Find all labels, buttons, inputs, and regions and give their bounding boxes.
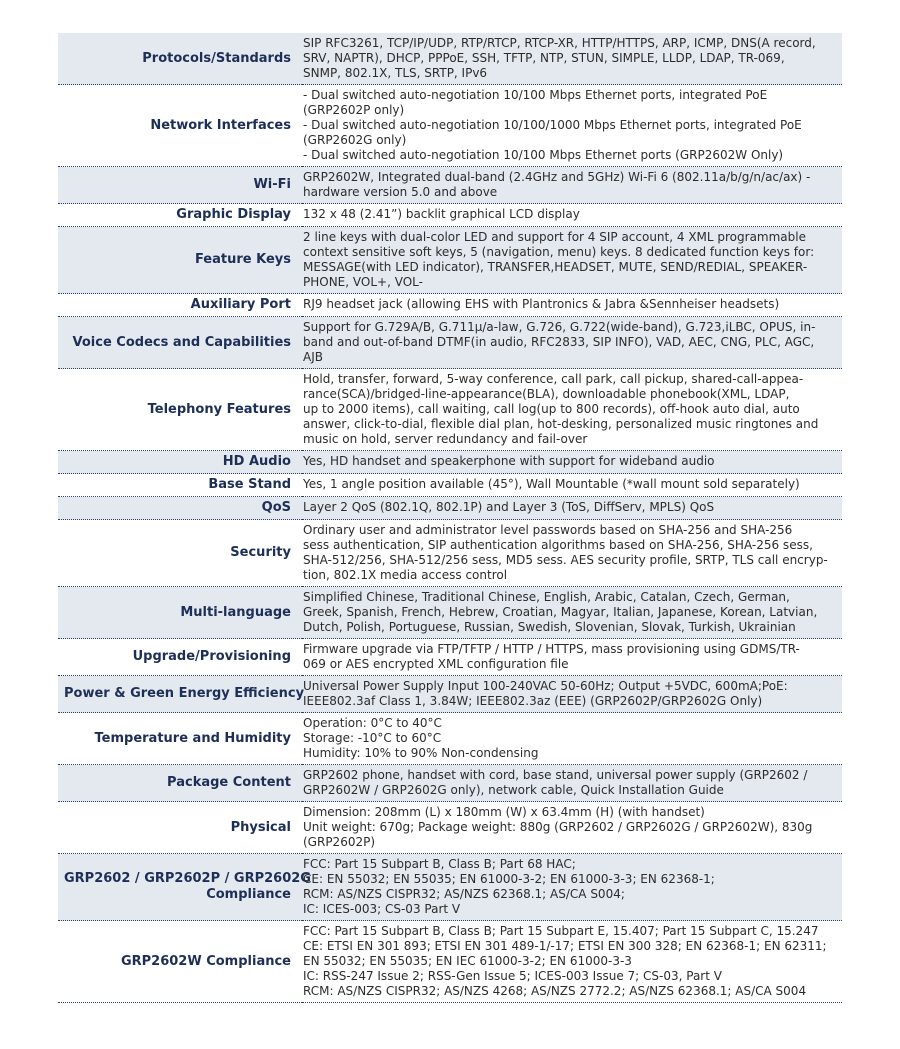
spec-value-line: Dutch, Polish, Portuguese, Russian, Swedish, Slovenian, Slovak, Turkish, Ukrainian bbox=[303, 620, 796, 634]
spec-value-line: rance(SCA)/bridged-line-appearance(BLA), downloadable phonebook(XML, LDAP, bbox=[303, 387, 790, 401]
spec-value-line: music on hold, server redundancy and fail-over bbox=[303, 432, 588, 446]
spec-value-line: - Dual switched auto-negotiation 10/100/1000 Mbps Ethernet ports, integrated PoE bbox=[303, 118, 802, 132]
spec-row-security bbox=[58, 520, 842, 587]
spec-label-line: Auxiliary Port bbox=[190, 297, 291, 312]
spec-row-telephony-features bbox=[58, 369, 842, 451]
spec-value-line: MESSAGE(with LED indicator), TRANSFER,HEADSET, MUTE, SEND/REDIAL, SPEAKER- bbox=[303, 260, 808, 274]
spec-value-line: Unit weight: 670g; Package weight: 880g (GRP2602 / GRP2602G / GRP2602W), 830g bbox=[303, 820, 813, 834]
spec-label bbox=[58, 802, 302, 854]
spec-value bbox=[302, 451, 842, 474]
spec-value-line: (GRP2602P) bbox=[303, 835, 376, 849]
spec-value-line: - Dual switched auto-negotiation 10/100 Mbps Ethernet ports (GRP2602W Only) bbox=[303, 148, 784, 162]
spec-value-line: 2 line keys with dual-color LED and support for 4 SIP account, 4 XML programmable bbox=[303, 230, 806, 244]
spec-value bbox=[302, 227, 842, 294]
spec-value bbox=[302, 587, 842, 639]
spec-label bbox=[58, 639, 302, 676]
spec-value-line: (GRP2602P only) bbox=[303, 103, 405, 117]
spec-value-line: Simplified Chinese, Traditional Chinese, English, Arabic, Catalan, Czech, German, bbox=[303, 590, 790, 604]
spec-row-feature-keys bbox=[58, 227, 842, 294]
spec-label-line: HD Audio bbox=[222, 454, 291, 469]
spec-value-line: IC: RSS-247 Issue 2; RSS-Gen Issue 5; ICES-003 Issue 7; CS-03, Part V bbox=[303, 969, 722, 983]
spec-row-grp2602-grp2602p-grp2602g-compliance bbox=[58, 854, 842, 921]
spec-value bbox=[302, 85, 842, 167]
spec-value-line: Ordinary user and administrator level passwords based on SHA-256 and SHA-256 bbox=[303, 523, 793, 537]
spec-row-upgrade-provisioning bbox=[58, 639, 842, 676]
spec-label bbox=[58, 520, 302, 587]
spec-value-line: GRP2602W, Integrated dual-band (2.4GHz and 5GHz) Wi-Fi 6 (802.11a/b/g/n/ac/ax) - bbox=[303, 170, 811, 184]
spec-label bbox=[58, 33, 302, 85]
spec-value bbox=[302, 639, 842, 676]
spec-value-line: CE: ETSI EN 301 893; ETSI EN 301 489-1/-17; ETSI EN 300 328; EN 62368-1; EN 62311; bbox=[303, 939, 827, 953]
spec-value-line: RCM: AS/NZS CISPR32; AS/NZS 62368.1; AS/CA S004; bbox=[303, 887, 625, 901]
spec-value bbox=[302, 317, 842, 369]
spec-label-line: Multi-language bbox=[180, 604, 291, 620]
spec-label bbox=[58, 451, 302, 474]
spec-value-line: hardware version 5.0 and above bbox=[303, 185, 498, 199]
spec-label bbox=[58, 713, 302, 765]
spec-value-line: Storage: -10°C to 60°C bbox=[303, 731, 442, 745]
spec-value-line: Support for G.729A/B, G.711µ/a-law, G.726, G.722(wide-band), G.723,iLBC, OPUS, in- bbox=[303, 320, 816, 334]
spec-value bbox=[302, 854, 842, 921]
spec-row-graphic-display bbox=[58, 204, 842, 227]
spec-label-line: Security bbox=[230, 545, 291, 560]
spec-value bbox=[302, 676, 842, 713]
spec-value bbox=[302, 33, 842, 85]
spec-label-line: Telephony Features bbox=[147, 401, 291, 417]
spec-label bbox=[58, 854, 311, 921]
spec-label-line: Temperature and Humidity bbox=[94, 730, 291, 746]
spec-label bbox=[58, 497, 302, 520]
spec-value bbox=[302, 520, 842, 587]
spec-value-line: Dimension: 208mm (L) x 180mm (W) x 63.4mm (H) (with handset) bbox=[303, 805, 705, 819]
spec-value-line: Yes, HD handset and speakerphone with support for wideband audio bbox=[303, 454, 715, 468]
spec-label bbox=[58, 587, 302, 639]
spec-label bbox=[58, 317, 302, 369]
spec-value-line: CE: EN 55032; EN 55035; EN 61000-3-2; EN 61000-3-3; EN 62368-1; bbox=[303, 872, 715, 886]
spec-label-line: Graphic Display bbox=[176, 207, 291, 222]
spec-label-line: Power & Green Energy Efficiency bbox=[64, 686, 305, 701]
spec-label bbox=[58, 167, 302, 204]
spec-value-line: 132 x 48 (2.41”) backlit graphical LCD display bbox=[303, 207, 580, 221]
spec-row-auxiliary-port bbox=[58, 294, 842, 317]
spec-value-line: GRP2602 phone, handset with cord, base stand, universal power supply (GRP2602 / bbox=[303, 768, 808, 782]
spec-label bbox=[58, 676, 305, 713]
spec-value-line: 069 or AES encrypted XML configuration file bbox=[303, 657, 569, 671]
spec-row-grp2602w-compliance bbox=[58, 921, 842, 1003]
spec-label-line: Upgrade/Provisioning bbox=[132, 649, 291, 664]
spec-label bbox=[58, 227, 302, 294]
spec-value-line: up to 2000 items), call waiting, call log(up to 800 records), off-hook auto dial, auto bbox=[303, 402, 800, 416]
spec-row-qos bbox=[58, 497, 842, 520]
spec-value-line: (GRP2602G only) bbox=[303, 133, 407, 147]
spec-value-line: IC: ICES-003; CS-03 Part V bbox=[303, 902, 461, 916]
spec-value-line: SIP RFC3261, TCP/IP/UDP, RTP/RTCP, RTCP-XR, HTTP/HTTPS, ARP, ICMP, DNS(A record, bbox=[303, 36, 816, 50]
spec-value-line: Humidity: 10% to 90% Non-condensing bbox=[303, 746, 539, 760]
spec-value-line: tion, 802.1X media access control bbox=[303, 568, 508, 582]
spec-row-protocols-standards bbox=[58, 33, 842, 85]
spec-value bbox=[302, 802, 842, 854]
spec-label-line: Wi-Fi bbox=[253, 177, 291, 192]
spec-value bbox=[302, 204, 842, 227]
spec-label-line: GRP2602 / GRP2602P / GRP2602G bbox=[64, 871, 311, 886]
spec-value bbox=[302, 713, 842, 765]
spec-value bbox=[302, 369, 842, 451]
specifications-table bbox=[58, 33, 842, 1003]
spec-value-line: Layer 2 QoS (802.1Q, 802.1P) and Layer 3 (ToS, DiffServ, MPLS) QoS bbox=[303, 500, 715, 514]
spec-value-line: PHONE, VOL+, VOL- bbox=[303, 275, 423, 289]
spec-row-wi-fi bbox=[58, 167, 842, 204]
spec-value-line: RJ9 headset jack (allowing EHS with Plantronics & Jabra &Sennheiser headsets) bbox=[303, 297, 780, 311]
spec-value-line: Yes, 1 angle position available (45°), Wall Mountable (*wall mount sold separately) bbox=[303, 477, 800, 491]
spec-label-line: GRP2602W Compliance bbox=[120, 953, 291, 969]
spec-value-line: Hold, transfer, forward, 5-way conference, call park, call pickup, shared-call-appea- bbox=[303, 372, 804, 386]
spec-label bbox=[58, 474, 302, 497]
spec-label-line: Compliance bbox=[206, 887, 291, 902]
spec-value bbox=[302, 497, 842, 520]
spec-value-line: AJB bbox=[303, 350, 323, 364]
spec-row-package-content bbox=[58, 765, 842, 802]
spec-label-line: Base Stand bbox=[208, 477, 291, 492]
spec-value bbox=[302, 167, 842, 204]
spec-value-line: SNMP, 802.1X, TLS, SRTP, IPv6 bbox=[303, 66, 488, 80]
spec-row-physical bbox=[58, 802, 842, 854]
specifications-table-body bbox=[58, 33, 842, 1003]
spec-value-line: RCM: AS/NZS CISPR32; AS/NZS 4268; AS/NZS 2772.2; AS/NZS 62368.1; AS/CA S004 bbox=[303, 984, 807, 998]
spec-label-line: Physical bbox=[230, 819, 291, 835]
spec-row-voice-codecs-and-capabilities bbox=[58, 317, 842, 369]
spec-value-line: Firmware upgrade via FTP/TFTP / HTTP / HTTPS, mass provisioning using GDMS/TR- bbox=[303, 642, 800, 656]
spec-label-line: Protocols/Standards bbox=[142, 50, 291, 66]
spec-label-line: Voice Codecs and Capabilities bbox=[72, 334, 291, 350]
spec-value-line: SRV, NAPTR), DHCP, PPPoE, SSH, TFTP, NTP, STUN, SIMPLE, LLDP, LDAP, TR-069, bbox=[303, 51, 785, 65]
spec-value-line: SHA-512/256, SHA-512/256 sess, MD5 sess. AES security profile, SRTP, TLS call encryp- bbox=[303, 553, 828, 567]
spec-value bbox=[302, 765, 842, 802]
spec-value bbox=[302, 294, 842, 317]
spec-label bbox=[58, 85, 302, 167]
spec-label bbox=[58, 294, 302, 317]
spec-value-line: - Dual switched auto-negotiation 10/100 Mbps Ethernet ports, integrated PoE bbox=[303, 88, 768, 102]
spec-value bbox=[302, 474, 842, 497]
spec-value-line: FCC: Part 15 Subpart B, Class B; Part 68 HAC; bbox=[303, 857, 576, 871]
spec-value-line: FCC: Part 15 Subpart B, Class B; Part 15 Subpart E, 15.407; Part 15 Subpart C, 15.247 bbox=[303, 924, 819, 938]
spec-row-hd-audio bbox=[58, 451, 842, 474]
spec-label bbox=[58, 921, 302, 1003]
spec-label-line: Feature Keys bbox=[194, 252, 291, 267]
spec-label-line: Package Content bbox=[167, 775, 291, 790]
spec-row-base-stand bbox=[58, 474, 842, 497]
spec-label bbox=[58, 204, 302, 227]
spec-value-line: GRP2602W / GRP2602G only), network cable, Quick Installation Guide bbox=[303, 783, 724, 797]
spec-value-line: sess authentication, SIP authentication algorithms based on SHA-256, SHA-256 sess, bbox=[303, 538, 813, 552]
spec-row-power-green-energy-efficiency bbox=[58, 676, 842, 713]
spec-value-line: context sensitive soft keys, 5 (navigation, menu) keys. 8 dedicated function keys for: bbox=[303, 245, 815, 259]
spec-row-network-interfaces bbox=[58, 85, 842, 167]
spec-value-line: Operation: 0°C to 40°C bbox=[303, 716, 442, 730]
spec-label-line: Network Interfaces bbox=[150, 117, 291, 133]
spec-value bbox=[302, 921, 842, 1003]
spec-value-line: answer, click-to-dial, flexible dial plan, hot-desking, personalized music ringtones and bbox=[303, 417, 819, 431]
spec-row-temperature-and-humidity bbox=[58, 713, 842, 765]
spec-value-line: EN 55032; EN 55035; EN IEC 61000-3-2; EN 61000-3-3 bbox=[303, 954, 632, 968]
spec-value-line: IEEE802.3af Class 1, 3.84W; IEEE802.3az (EEE) (GRP2602P/GRP2602G Only) bbox=[303, 694, 763, 708]
spec-label-line: QoS bbox=[261, 500, 291, 515]
spec-value-line: Universal Power Supply Input 100-240VAC 50-60Hz; Output +5VDC, 600mA;PoE: bbox=[303, 679, 788, 693]
spec-label bbox=[58, 765, 302, 802]
spec-value-line: Greek, Spanish, French, Hebrew, Croatian, Magyar, Italian, Japanese, Korean, Latvian, bbox=[303, 605, 818, 619]
spec-value-line: band and out-of-band DTMF(in audio, RFC2833, SIP INFO), VAD, AEC, CNG, PLC, AGC, bbox=[303, 335, 815, 349]
spec-row-multi-language bbox=[58, 587, 842, 639]
spec-label bbox=[58, 369, 302, 451]
